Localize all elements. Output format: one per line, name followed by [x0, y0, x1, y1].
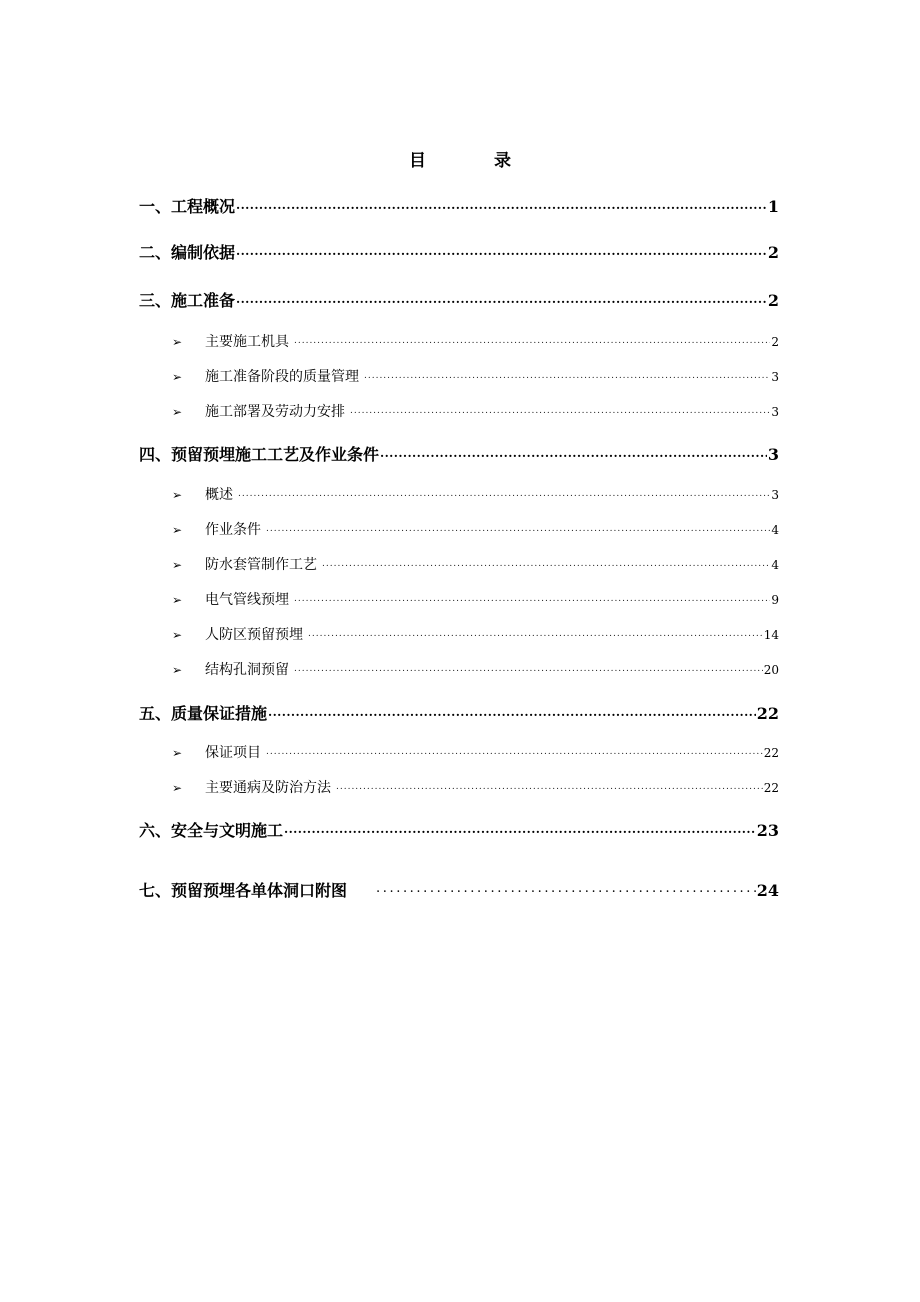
toc-subentry[interactable] — [0, 624, 920, 644]
toc-entry-page: 3 — [767, 445, 779, 464]
toc-entry-label: 概述 — [205, 487, 233, 503]
toc-entry[interactable] — [0, 818, 920, 840]
toc-subentry[interactable] — [0, 589, 920, 609]
arrow-bullet-icon: ➢ — [172, 628, 183, 642]
toc-entry-page: 14 — [763, 628, 779, 642]
leader-dots — [294, 332, 770, 346]
toc-entry-page: 1 — [767, 197, 779, 216]
toc-subentry[interactable] — [0, 777, 920, 797]
arrow-bullet-icon: ➢ — [172, 558, 183, 572]
arrow-bullet-icon: ➢ — [172, 370, 183, 384]
toc-entry-page: 23 — [756, 821, 779, 840]
arrow-bullet-icon: ➢ — [172, 746, 183, 760]
toc-subentry[interactable] — [0, 742, 920, 762]
toc-entry-page: 22 — [756, 704, 779, 723]
leader-dots — [236, 242, 767, 258]
toc-entry-page: 24 — [756, 881, 779, 900]
arrow-bullet-icon: ➢ — [172, 593, 183, 607]
toc-entry-label: 七、预留预埋各单体洞口附图 — [139, 881, 348, 900]
leader-dots — [236, 196, 767, 212]
toc-subentry[interactable] — [0, 484, 920, 504]
leader-dots — [322, 555, 770, 569]
toc-entry-page: 20 — [763, 663, 779, 677]
toc-subentry[interactable] — [0, 401, 920, 421]
toc-entry-page: 4 — [771, 558, 779, 572]
toc-entry[interactable] — [0, 288, 920, 310]
leader-dots — [380, 444, 767, 460]
toc-subentry[interactable] — [0, 659, 920, 679]
toc-entry-label: 人防区预留预埋 — [205, 627, 303, 643]
toc-entry-label: 施工部署及劳动力安排 — [205, 404, 345, 420]
leader-dots — [266, 743, 763, 757]
toc-entry-label: 二、编制依据 — [139, 243, 236, 262]
toc-entry-page: 2 — [767, 243, 779, 262]
toc-entry-label: 主要施工机具 — [205, 334, 289, 350]
leader-dots — [294, 590, 770, 604]
toc-entry-page: 3 — [771, 405, 779, 419]
toc-entry-page: 3 — [771, 488, 779, 502]
toc-entry-page: 2 — [771, 335, 779, 349]
arrow-bullet-icon: ➢ — [172, 335, 183, 349]
toc-entry-label: 结构孔洞预留 — [205, 662, 289, 678]
toc-entry[interactable] — [0, 878, 920, 900]
toc-title: 目录 — [409, 151, 579, 171]
leader-dots — [238, 485, 770, 499]
toc-entry-label: 施工准备阶段的质量管理 — [205, 369, 359, 385]
leader-dots — [268, 703, 756, 719]
toc-subentry[interactable] — [0, 331, 920, 351]
toc-entry-page: 22 — [763, 781, 779, 795]
leader-dots — [350, 402, 770, 416]
toc-subentry[interactable] — [0, 366, 920, 386]
toc-entry[interactable] — [0, 194, 920, 216]
toc-entry-label: 作业条件 — [205, 522, 261, 538]
toc-entry-label: 三、施工准备 — [139, 291, 236, 310]
toc-entry-page: 4 — [771, 523, 779, 537]
leader-dots — [308, 625, 763, 639]
toc-entry-page: 22 — [763, 746, 779, 760]
toc-entry-label: 一、工程概况 — [139, 197, 236, 216]
arrow-bullet-icon: ➢ — [172, 488, 183, 502]
arrow-bullet-icon: ➢ — [172, 523, 183, 537]
toc-subentry[interactable] — [0, 554, 920, 574]
toc-entry-label: 四、预留预埋施工工艺及作业条件 — [139, 445, 380, 464]
leader-dots — [266, 520, 770, 534]
leader-dots — [284, 820, 756, 836]
arrow-bullet-icon: ➢ — [172, 781, 183, 795]
arrow-bullet-icon: ➢ — [172, 663, 183, 677]
leader-dots — [364, 367, 770, 381]
toc-entry[interactable] — [0, 701, 920, 723]
toc-subentry[interactable] — [0, 519, 920, 539]
toc-entry[interactable] — [0, 240, 920, 262]
toc-entry[interactable] — [0, 442, 920, 464]
leader-dots — [376, 880, 756, 896]
toc-entry-page: 9 — [771, 593, 779, 607]
toc-entry-page: 2 — [767, 291, 779, 310]
toc-entry-label: 主要通病及防治方法 — [205, 780, 331, 796]
toc-entry-label: 防水套管制作工艺 — [205, 557, 317, 573]
arrow-bullet-icon: ➢ — [172, 405, 183, 419]
toc-entry-label: 保证项目 — [205, 745, 261, 761]
leader-dots — [236, 290, 767, 306]
toc-entry-label: 五、质量保证措施 — [139, 704, 268, 723]
toc-entry-label: 电气管线预埋 — [205, 592, 289, 608]
toc-entry-label: 六、安全与文明施工 — [139, 821, 284, 840]
leader-dots — [336, 778, 763, 792]
leader-dots — [294, 660, 763, 674]
toc-entry-page: 3 — [771, 370, 779, 384]
